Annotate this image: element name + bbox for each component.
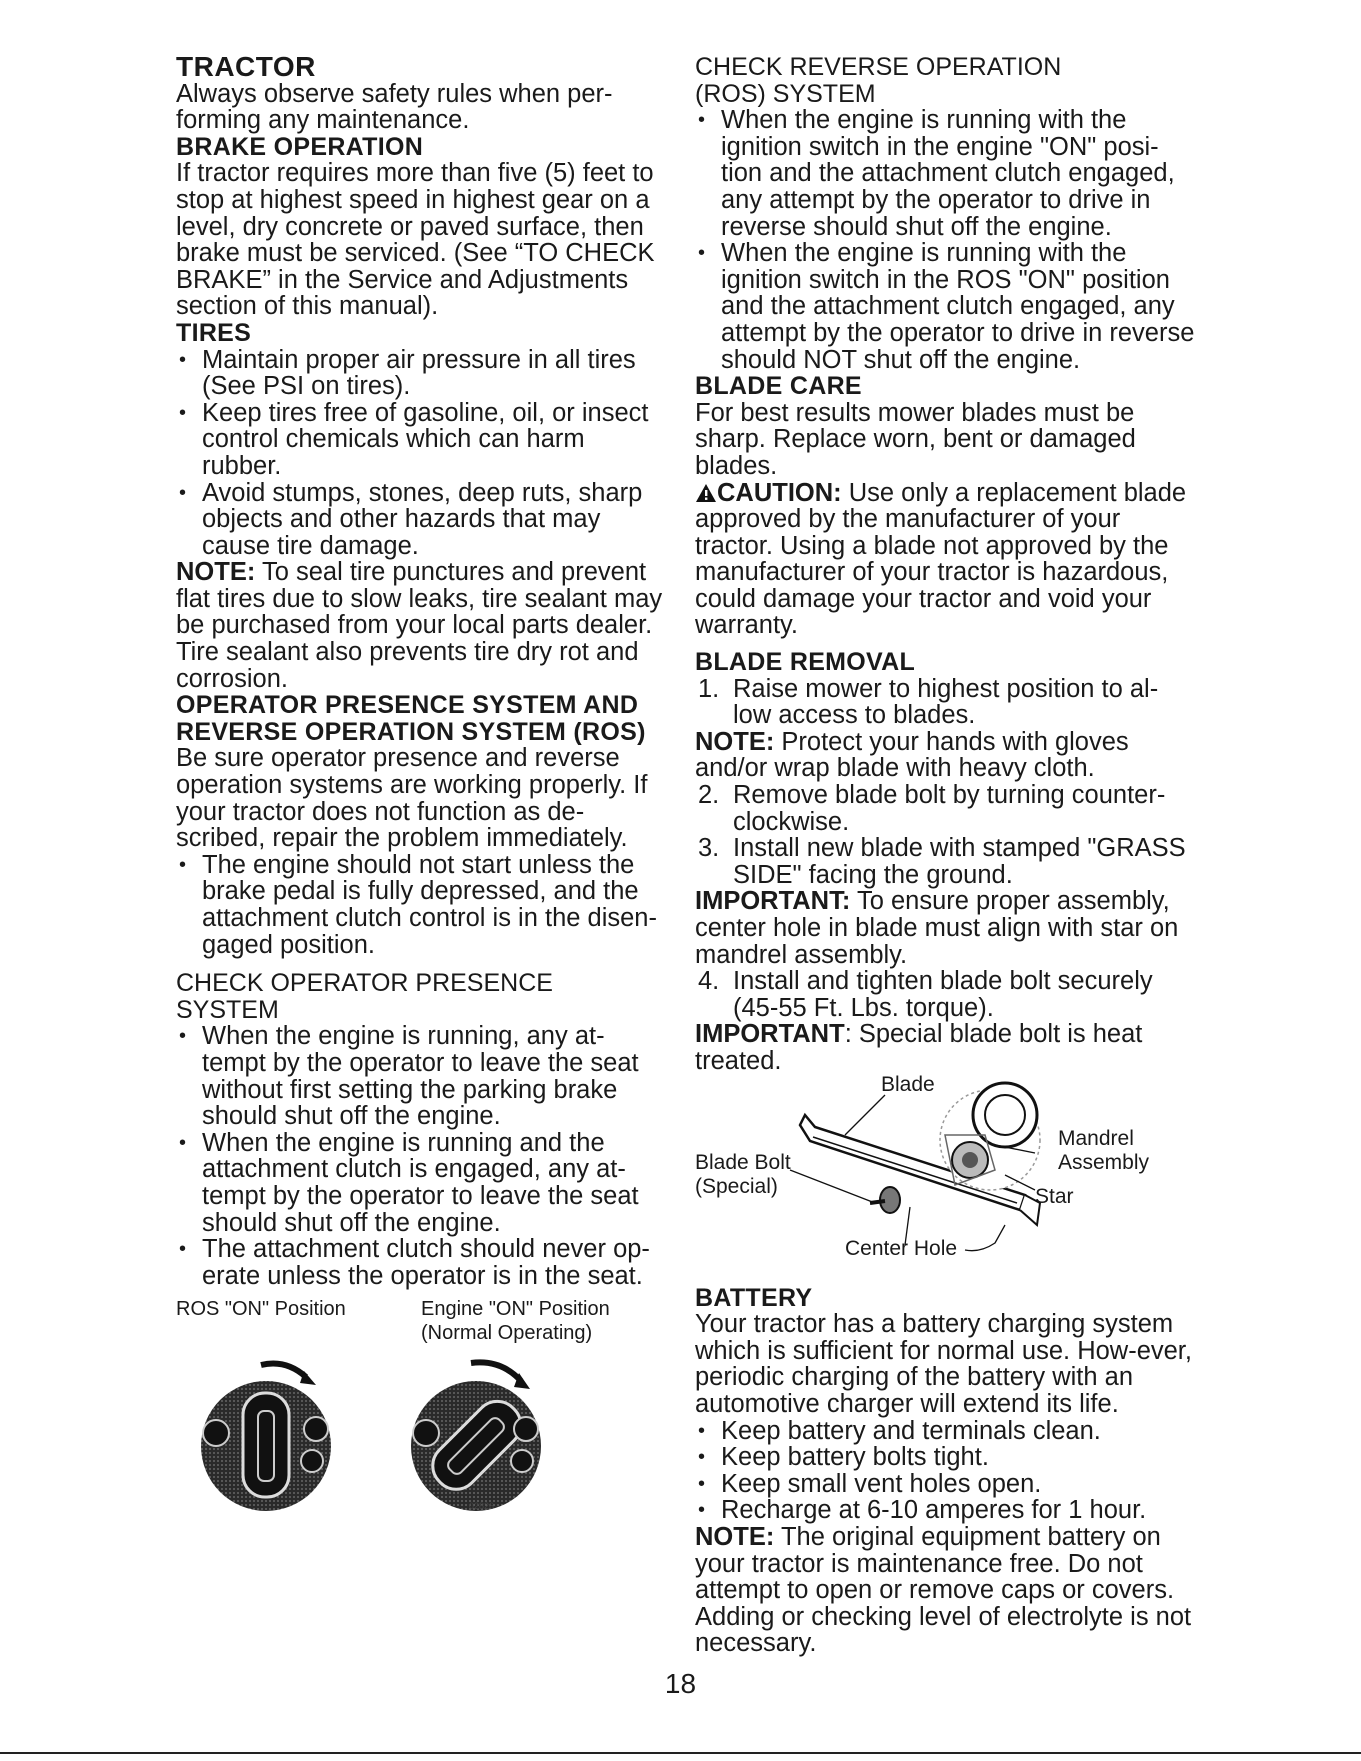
tractor-heading: TRACTOR — [176, 51, 316, 82]
list-item: 2. Remove blade bolt by turning counter-clockwise. — [698, 781, 1166, 836]
blade-care-text: For best results mower blades must be sharp. Replace worn, bent or damaged blades. — [695, 398, 1136, 480]
caution-text: Use only a replacement blade approved by the manufacturer of your tractor. Using a blade not approved by the manufacturer of your tractor is hazardous, could damage your tractor and void your warranty. — [695, 478, 1187, 640]
caution-paragraph — [695, 480, 1195, 640]
label-special: (Special) — [695, 1174, 778, 1198]
list-item: • When the engine is running, any at-tempt by the operator to leave the seat without first setting the parking brake should shut off the engine. — [176, 1023, 666, 1129]
list-item: • Keep battery bolts tight. — [695, 1444, 1195, 1471]
label-blade: Blade — [881, 1072, 935, 1096]
note-text: To seal tire punctures and prevent flat tires due to slow leaks, tire sealant may be purchased from your local parts dealer. Tire sealant also prevents tire dry rot and corrosion. — [176, 558, 663, 693]
list-item: • When the engine is running with the ignition switch in the engine "ON" posi-tion and the attachment clutch engaged, any attempt by the operator to drive in reverse should shut off the engine. — [695, 107, 1195, 240]
blade-note: NOTE: Protect your hands with gloves and/or wrap blade with heavy cloth. — [695, 727, 1129, 783]
battery-heading: BATTERY — [695, 1283, 813, 1312]
list-item: 1. Raise mower to highest position to al-low access to blades. — [698, 674, 1159, 730]
engine-on-caption: Engine "ON" Position — [421, 1298, 610, 1321]
caution-label: CAUTION: — [717, 478, 842, 507]
blade-figure — [695, 1072, 1195, 1285]
list-item: 3. Install new blade with stamped "GRASS SIDE" facing the ground. — [698, 834, 1186, 889]
bolt-icon — [870, 1187, 900, 1213]
list-item: • The engine should not start unless the brake pedal is fully depressed, and the attachment clutch control is in the disen-gaged position. — [176, 852, 666, 958]
blade-removal-steps-3 — [695, 968, 1195, 1021]
battery-text: Your tractor has a battery charging system which is sufficient for normal use. How-ever, periodic charging of the battery with an automotive charger will extend its life. — [695, 1310, 1192, 1418]
figure-code: 02826 — [469, 1501, 495, 1512]
ros-switch-icon — [201, 1364, 331, 1512]
blade-removal-steps-2 — [695, 782, 1195, 888]
label-blade-bolt: Blade Bolt — [695, 1150, 791, 1174]
list-item: • Keep small vent holes open. — [695, 1471, 1195, 1498]
tires-heading: TIRES — [176, 318, 252, 347]
list-item: • When the engine is running and the attachment clutch is engaged, any at-tempt by the operator to leave the seat should shut off the engine. — [176, 1130, 666, 1236]
ops-heading-line1: OPERATOR PRESENCE SYSTEM AND — [176, 691, 639, 720]
ops-text: Be sure operator presence and reverse operation systems are working properly. If your tractor does not function as de-scribed, repair the problem immediately. — [176, 744, 648, 853]
ignition-switch-illustration — [176, 1351, 646, 1511]
ros-on-caption: ROS "ON" Position — [176, 1298, 346, 1321]
ops-list — [176, 852, 666, 958]
footer-rule — [0, 1752, 1361, 1754]
check-ops-list — [176, 1023, 666, 1289]
list-item: • When the engine is running with the ignition switch in the ROS "ON" position and the attachment clutch engaged, any attempt by the operator to drive in reverse should NOT shut off the engine. — [695, 240, 1195, 373]
check-ops-heading: CHECK OPERATOR PRESENCE SYSTEM — [176, 969, 553, 1024]
label-center-hole: Center Hole — [845, 1236, 958, 1260]
ops-heading-line2: REVERSE OPERATION SYSTEM (ROS) — [176, 717, 646, 746]
tires-list — [176, 347, 666, 560]
brake-heading: BRAKE OPERATION — [176, 132, 424, 161]
list-item: • Maintain proper air pressure in all tires (See PSI on tires). — [176, 347, 666, 400]
list-item: 4. Install and tighten blade bolt securely (45-55 Ft. Lbs. torque). — [698, 967, 1153, 1022]
list-item: • Avoid stumps, stones, deep ruts, sharp objects and other hazards that may cause tire damage. — [176, 480, 666, 560]
right-column — [695, 54, 1195, 1657]
battery-list — [695, 1418, 1195, 1524]
blade-removal-steps-1 — [695, 676, 1195, 729]
list-item: • Keep battery and terminals clean. — [695, 1418, 1195, 1445]
blade-care-heading: BLADE CARE — [695, 372, 862, 401]
list-item: • The attachment clutch should never op-erate unless the operator is in the seat. — [176, 1236, 666, 1289]
battery-note: NOTE: The original equipment battery on your tractor is maintenance free. Do not attempt to open or remove caps or covers. Adding or checking level of electrolyte is not necessary. — [695, 1522, 1192, 1658]
left-column — [176, 51, 666, 1512]
engine-on-switch-icon — [411, 1363, 541, 1512]
blade-removal-heading: BLADE REMOVAL — [695, 648, 916, 677]
check-ros-list — [695, 107, 1195, 373]
important-note-1: IMPORTANT: To ensure proper assembly, center hole in blade must align with star on mandrel assembly. — [695, 887, 1179, 969]
label-assembly: Assembly — [1058, 1150, 1150, 1174]
label-mandrel: Mandrel — [1058, 1126, 1134, 1150]
label-star: Star — [1035, 1184, 1074, 1208]
check-ros-heading: CHECK REVERSE OPERATION (ROS) SYSTEM — [695, 53, 1062, 108]
list-item: • Recharge at 6-10 amperes for 1 hour. — [695, 1497, 1195, 1524]
important-note-2: IMPORTANT: Special blade bolt is heat treated. — [695, 1020, 1143, 1075]
brake-text: If tractor requires more than five (5) feet to stop at highest speed in highest gear on a level, dry concrete or paved surface, then brake must be serviced. (See “TO CHECK BRAKE” in the Service and Adjustments section of this manual). — [176, 159, 655, 321]
tires-note — [176, 559, 666, 692]
list-item: • Keep tires free of gasoline, oil, or insect control chemicals which can harm rubber. — [176, 400, 666, 480]
mandrel-icon — [940, 1083, 1040, 1190]
page-number: 18 — [664, 1668, 697, 1699]
ignition-figure — [176, 1297, 666, 1512]
tractor-intro: Always observe safety rules when per-forming any maintenance. — [176, 79, 613, 135]
warning-triangle-icon — [695, 483, 717, 503]
note-label: NOTE: — [176, 558, 256, 587]
normal-operating-caption: (Normal Operating) — [421, 1322, 593, 1345]
